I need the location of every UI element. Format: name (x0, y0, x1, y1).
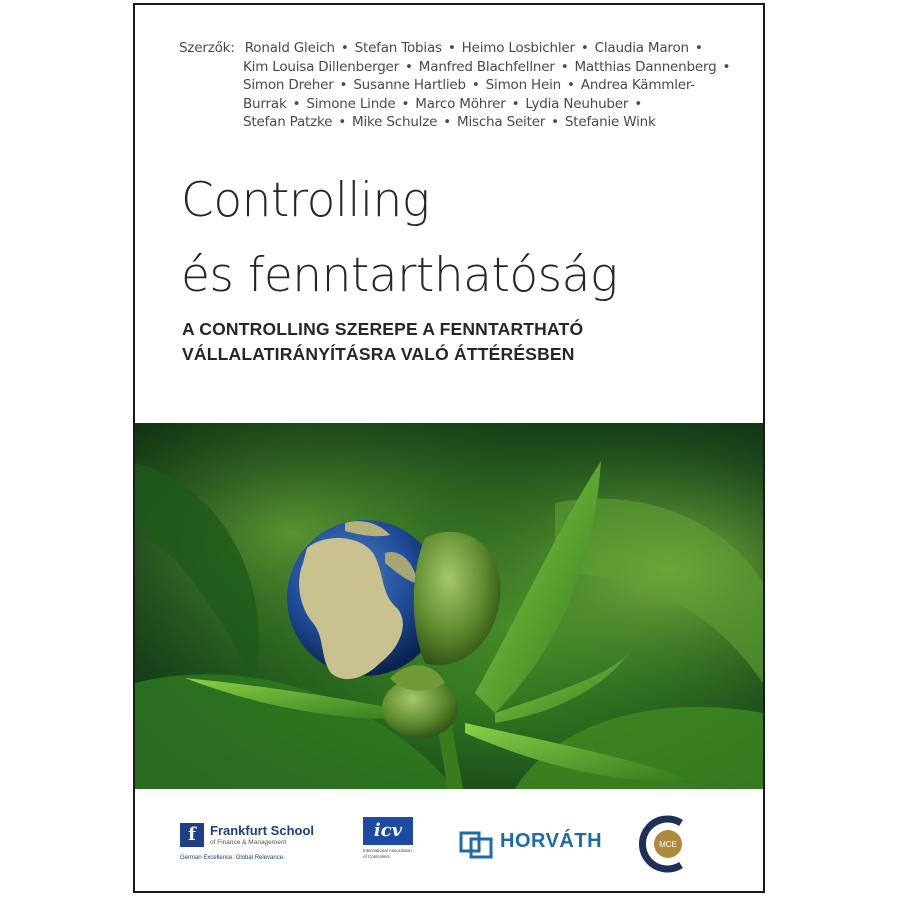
author-name: Claudia Maron (594, 40, 689, 56)
author-name: Manfred Blachfellner (418, 58, 555, 75)
book-title (181, 163, 751, 313)
author-name: Ronald Gleich (244, 40, 335, 56)
author-name: Stefan Patzke (243, 114, 333, 131)
bullet-separator: • (447, 40, 456, 56)
subtitle-line: VÁLLALATIRÁNYÍTÁSRA VALÓ ÁTTÉRÉSBEN (182, 344, 575, 364)
bullet-separator: • (580, 40, 589, 56)
bullet-separator: • (560, 58, 569, 75)
authors-line (179, 39, 739, 58)
bullet-separator: • (634, 95, 643, 112)
bullet-separator: • (401, 95, 410, 112)
author-name: Simon Hein (485, 77, 562, 94)
author-name: Matthias Dannenberg (574, 58, 717, 75)
author-name: Simone Linde (306, 95, 396, 112)
author-name: Burrak (243, 95, 287, 112)
frankfurt-school-name: Frankfurt School (210, 823, 315, 838)
author-name: Stefan Tobias (354, 40, 442, 56)
bullet-separator: • (471, 77, 480, 94)
authors-block (179, 39, 739, 132)
mce-logo (639, 815, 689, 877)
author-name: Mike Schulze (352, 114, 438, 131)
bullet-separator: • (405, 58, 413, 75)
frankfurt-school-subname: of Finance & Management (210, 839, 287, 846)
frankfurt-school-tagline: German Excellence. Global Relevance. (180, 855, 285, 861)
icv-logo (363, 817, 413, 859)
bullet-separator: • (340, 40, 349, 56)
icv-mark: icv (363, 817, 413, 845)
horvath-logo (457, 827, 603, 863)
publisher-logos (135, 789, 763, 891)
bullet-separator: • (567, 77, 575, 94)
book-cover (133, 3, 765, 893)
bullet-separator: • (511, 95, 520, 112)
cover-photo-globe-in-plant (135, 423, 763, 789)
author-name: Andrea Kämmler- (580, 77, 696, 94)
bullet-separator: • (339, 77, 348, 94)
bullet-separator: • (338, 114, 347, 131)
title-line: Controlling (181, 173, 430, 228)
mce-emblem-icon (639, 815, 689, 873)
subtitle-line: A CONTROLLING SZEREPE A FENNTARTHATÓ (182, 319, 584, 339)
author-name: Mischa Seiter (457, 114, 546, 131)
book-subtitle (182, 317, 742, 367)
bullet-separator: • (292, 95, 301, 112)
frankfurt-school-f-icon: f (180, 823, 204, 847)
bullet-separator: • (551, 114, 559, 131)
author-name: Marco Möhrer (415, 95, 506, 112)
bullet-separator: • (694, 40, 703, 56)
author-name: Simon Dreher (243, 77, 334, 94)
bullet-separator: • (443, 114, 451, 131)
horvath-name: HORVÁTH (500, 830, 603, 852)
bullet-separator: • (722, 58, 731, 75)
author-name: Heimo Losbichler (461, 40, 575, 56)
author-name: Stefanie Wink (564, 114, 656, 131)
authors-label: Szerzők: (179, 40, 235, 56)
horvath-cube-icon (457, 827, 495, 859)
authors-line (179, 95, 739, 114)
authors-line (179, 113, 739, 132)
authors-line (179, 58, 739, 77)
icv-subtext: International Association of Controllers (363, 848, 412, 859)
globe-bud-illustration (135, 423, 763, 789)
authors-line (179, 76, 739, 95)
author-name: Susanne Hartlieb (353, 77, 466, 94)
title-line: és fenntarthatóság (181, 248, 618, 303)
author-name: Kim Louisa Dillenberger (243, 58, 400, 75)
author-name: Lydia Neuhuber (525, 95, 629, 112)
mce-mark: MCE (659, 840, 677, 849)
